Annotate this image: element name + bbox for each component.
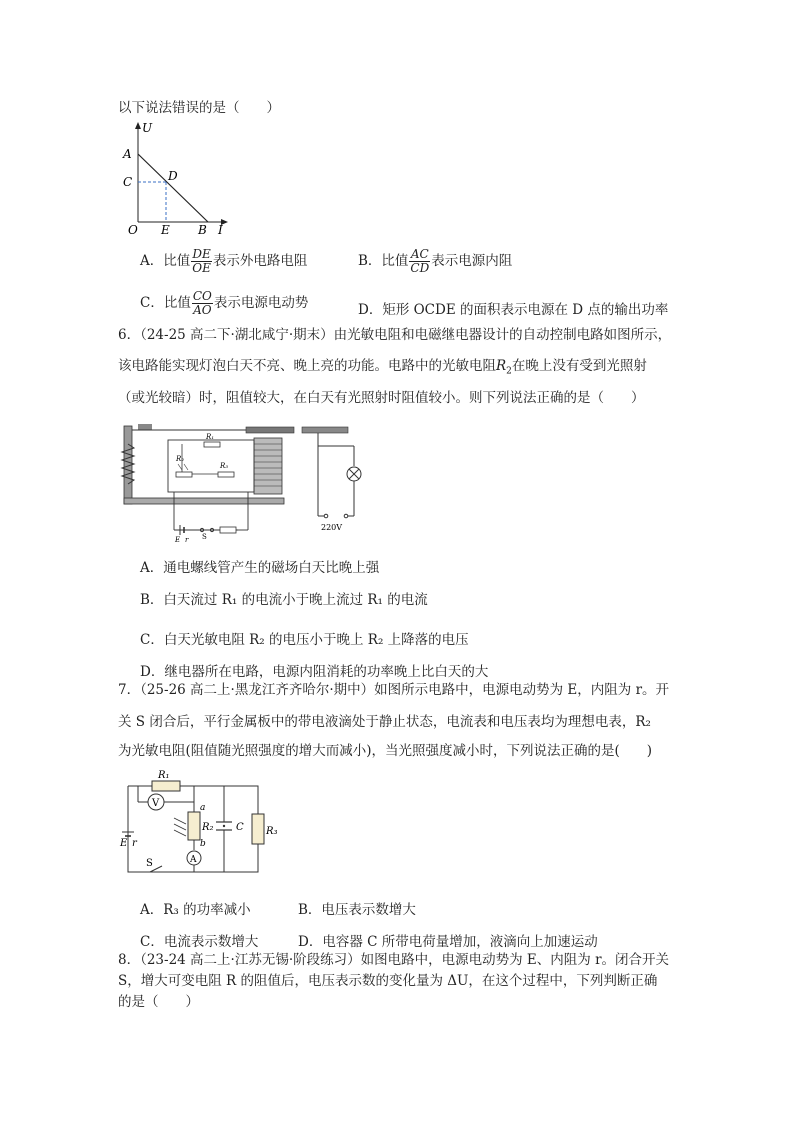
- q5-point-c: C: [123, 175, 133, 189]
- q5-option-b[interactable]: B．比值 $\frac{AC}{CD}$ 表示电源内阻: [358, 247, 513, 275]
- q5-axis-i: I: [218, 223, 223, 237]
- q6-label-e: E: [175, 536, 181, 544]
- q7-stem-line3: 为光敏电阻(阻值随光照强度的增大而减小)，当光照强度减小时，下列说法正确的是( ): [118, 743, 653, 759]
- q6-stem-line2: 该电路能实现灯泡白天不亮、晚上亮的功能。电路中的光敏电阻$R_2$在晚上没有受到光照射: [118, 358, 647, 377]
- q7-stem-line1: 7．（25-26 高二上·黑龙江齐齐哈尔·期中）如图所示电路中，电源电动势为 E，内阻为 r。开: [118, 682, 670, 698]
- q6-stem-line3: （或光较暗）时，阻值较大，在白天有光照射时阻值较小。则下列说法正确的是（ ）: [118, 390, 645, 406]
- q7-point-b: b: [200, 839, 206, 849]
- q7-label-e: E: [120, 838, 128, 849]
- q5-option-c[interactable]: C．比值 $\frac{CO}{AO}$ 表示电源电动势: [140, 289, 309, 317]
- q7-stem-line2: 关 S 闭合后，平行金属板中的带电液滴处于静止状态，电流表和电压表均为理想电表，R₂: [118, 714, 651, 730]
- q5-point-b: B: [198, 223, 207, 237]
- q5-option-a[interactable]: A．比值 $\frac{DE}{OE}$ 表示外电路电阻: [140, 247, 308, 275]
- q6-voltage-label: 220V: [321, 523, 343, 532]
- q6-option-c[interactable]: C．白天光敏电阻 R₂ 的电压小于晚上 R₂ 上降落的电压: [140, 632, 469, 648]
- q7-option-b[interactable]: B．电压表示数增大: [298, 902, 416, 918]
- q5-point-e: E: [161, 223, 170, 237]
- q5-origin: O: [128, 223, 138, 237]
- q7-label-r1: R₁: [158, 770, 170, 781]
- q8-stem-line2: S，增大可变电阻 R 的阻值后，电压表示数的变化量为 ΔU，在这个过程中，下列判断正确: [118, 973, 658, 989]
- q6-option-d[interactable]: D．继电器所在电路，电源内阻消耗的功率晚上比白天的大: [140, 664, 489, 680]
- q7-label-r: r: [132, 838, 137, 849]
- q7-circuit-figure: [118, 766, 278, 878]
- q6-label-r3: R₃: [220, 462, 229, 470]
- q5-option-d[interactable]: D．矩形 OCDE 的面积表示电源在 D 点的输出功率: [358, 302, 669, 318]
- q6-label-r1: R₁: [206, 433, 215, 441]
- q5-point-d: D: [168, 169, 178, 183]
- q7-option-d[interactable]: D．电容器 C 所带电荷量增加，液滴向上加速运动: [298, 934, 598, 950]
- q7-ammeter-symbol: A: [190, 855, 197, 865]
- q6-option-a[interactable]: A．通电螺线管产生的磁场白天比晚上强: [140, 560, 380, 576]
- q8-stem-line1: 8．（23-24 高二上·江苏无锡·阶段练习）如图电路中，电源电动势为 E、内阻为 r。闭合开关: [118, 952, 670, 968]
- q5-point-a: A: [123, 147, 132, 161]
- q7-label-r3: R₃: [266, 826, 278, 837]
- q8-stem-line3: 的是（ ）: [118, 994, 199, 1010]
- q7-label-c: C: [236, 822, 244, 833]
- q6-label-s: S: [202, 533, 207, 541]
- q7-option-c[interactable]: C．电流表示数增大: [140, 934, 259, 950]
- q5-intro: 以下说法错误的是（ ）: [118, 100, 280, 116]
- q5-axis-u: U: [142, 121, 153, 135]
- q7-point-a: a: [200, 803, 206, 813]
- q6-label-r: r: [185, 536, 189, 544]
- q6-relay-circuit-figure: [118, 418, 368, 544]
- q7-option-a[interactable]: A．R₃ 的功率减小: [140, 902, 251, 918]
- q7-label-s: S: [146, 858, 153, 869]
- q6-stem-line1: 6．（24-25 高二下·湖北咸宁·期末）由光敏电阻和电磁继电器设计的自动控制电路如图所示，: [118, 327, 672, 343]
- q7-label-r2: R₂: [202, 822, 214, 833]
- q5-ui-graph: [118, 118, 238, 236]
- q6-label-r2: R₂: [176, 455, 185, 463]
- q7-voltmeter-symbol: V: [152, 798, 160, 809]
- q6-option-b[interactable]: B．白天流过 R₁ 的电流小于晚上流过 R₁ 的电流: [140, 592, 428, 608]
